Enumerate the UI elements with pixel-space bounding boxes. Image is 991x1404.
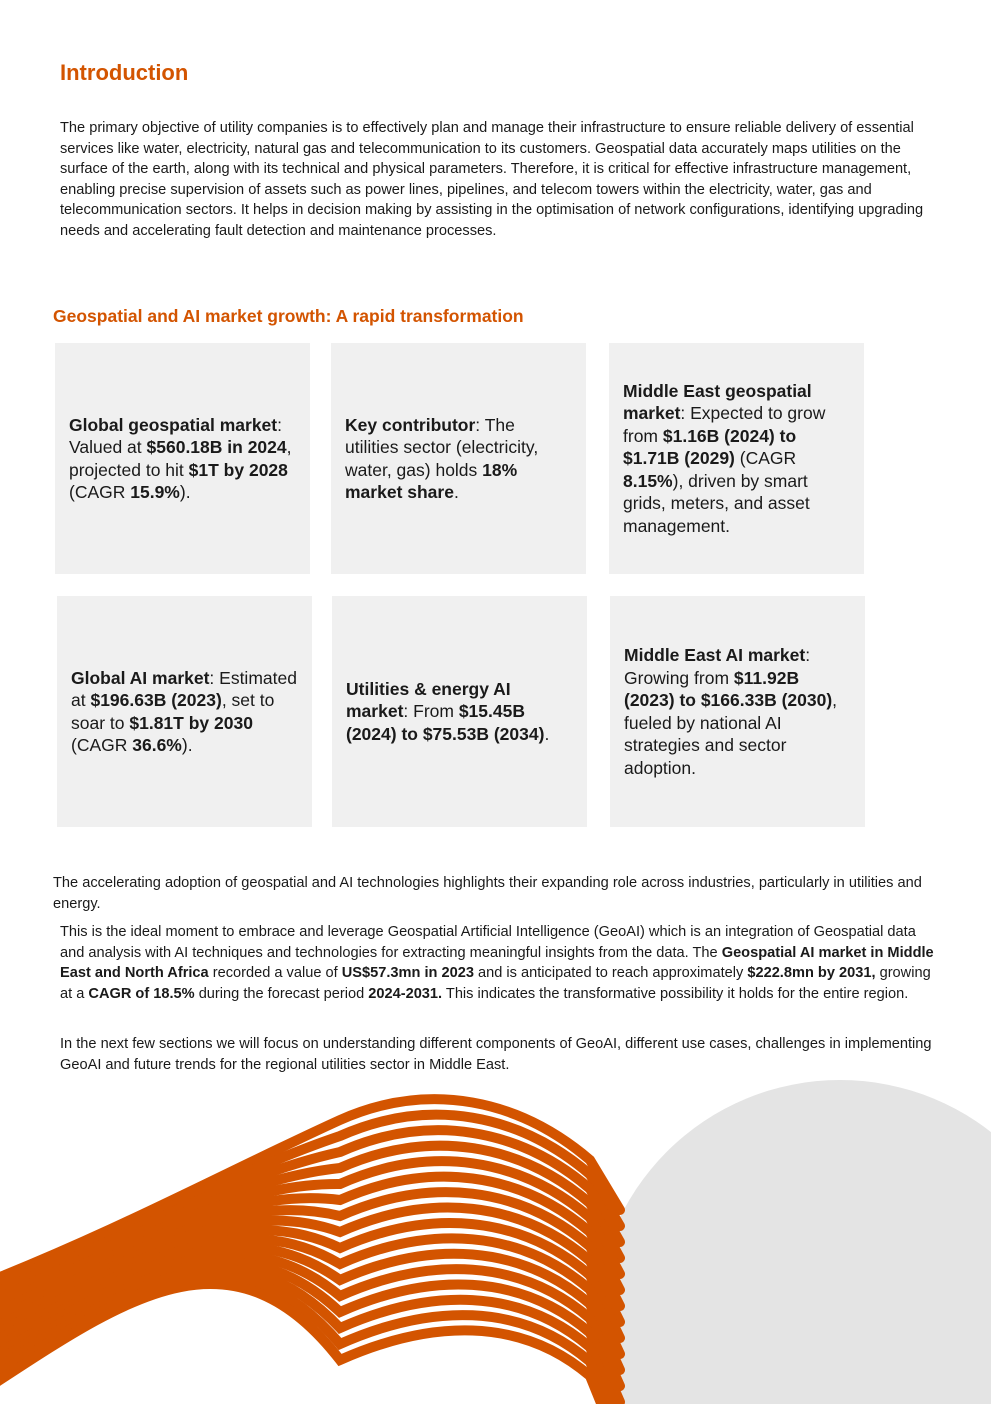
geoai-market-highlight: Geospatial AI market in Middle East and North Africa <box>60 944 934 981</box>
stat-card-highlight: $15.45B (2024) to $75.53B (2034) <box>346 701 545 744</box>
stat-card-highlight: Global geospatial market <box>69 414 278 435</box>
next-sections-paragraph: In the next few sections we will focus on understanding different components of GeoAI, different use cases, challenges in implementing GeoAI and future trends for the regional utilities sector in Middle East. <box>60 1036 932 1073</box>
stat-card-text: (CAGR <box>69 482 131 502</box>
stat-card-highlight: Middle East geospatial market <box>623 380 812 424</box>
stat-card-highlight: $1.16B (2024) to $1.71B (2029) <box>623 425 797 469</box>
geoai-market-text: recorded a value of <box>208 965 342 981</box>
stat-card-highlight: 36.6% <box>132 735 182 755</box>
stat-card-highlight: Key contributor <box>345 414 476 435</box>
stat-card-text: : Estimated at <box>71 667 297 710</box>
stat-card-text: , set to soar to <box>71 690 275 733</box>
stat-card-text: : The utilities sector (electricity, water, gas) holds <box>345 414 539 480</box>
geoai-market-highlight: $222.8mn by 2031, <box>747 965 876 981</box>
stat-card-highlight: 8.15% <box>623 470 673 491</box>
geoai-market-highlight: US$57.3mn in 2023 <box>341 965 474 981</box>
stat-card-highlight: Global AI market <box>71 667 210 688</box>
geoai-market-text: growing at a <box>60 965 931 1002</box>
intro-title: Introduction <box>60 60 189 85</box>
geoai-market-text: This indicates the transformative possibility it holds for the entire region. <box>442 985 909 1002</box>
decorative-grey-circle <box>595 1080 991 1404</box>
stat-card-text: : Expected to grow from <box>623 403 826 446</box>
geoai-market-text: during the forecast period <box>194 985 369 1002</box>
stat-card-middle-east-ai <box>610 596 865 827</box>
stat-card-key-contributor <box>331 343 586 574</box>
stat-card-highlight: $560.18B in 2024 <box>146 437 287 457</box>
stat-card-highlight: Middle East AI market <box>624 645 806 665</box>
stat-card-highlight: Utilities & energy AI market <box>346 678 511 722</box>
stat-card-text: (CAGR <box>734 448 797 469</box>
adoption-paragraph: The accelerating adoption of geospatial and AI technologies highlights their expanding role across industries, particularly in utilities and energy. <box>53 875 922 912</box>
stat-card-text: , projected to hit <box>69 437 292 480</box>
stat-card-highlight: $196.63B (2023) <box>90 690 222 710</box>
stat-card-text: (CAGR <box>71 735 133 755</box>
stat-card-utilities-energy-ai <box>332 596 587 827</box>
stat-card-text: ), driven by smart grids, meters, and asset management. <box>623 470 810 536</box>
stat-card-text: : Valued at <box>69 414 282 457</box>
stat-card-text <box>71 667 298 757</box>
stat-card-text <box>346 678 573 746</box>
stat-card-text: , fueled by national AI strategies and sector adoption. <box>624 690 838 778</box>
stat-card-text: : Growing from <box>624 645 811 688</box>
stat-card-text: ). <box>181 735 193 755</box>
stat-card-text <box>345 414 572 504</box>
stat-card-middle-east-geospatial <box>609 343 864 574</box>
decorative-wave-graphic <box>0 1080 991 1404</box>
stat-card-text: ). <box>179 482 191 502</box>
intro-paragraph: The primary objective of utility companies is to effectively plan and manage their infrastructure to ensure reliable delivery of essential services like water, electricity, natural gas and telecommunication to its customers. Geospatial data accurately maps utilities on the surface of the earth, along with its technical and physical parameters. Therefore, it is critical for effective infrastructure management, enabling precise supervision of assets such as power lines, pipelines, and telecom towers within the electricity, water, gas and telecommunication sectors. It helps in decision making by assisting in the optimisation of network configurations, identifying upgrading needs and accelerating fault detection and maintenance processes. <box>60 120 924 239</box>
stat-card-text: . <box>544 723 550 744</box>
stat-card-global-geospatial <box>55 343 310 574</box>
stat-card-text <box>69 414 296 504</box>
geoai-market-highlight: CAGR of 18.5% <box>88 985 195 1002</box>
stat-card-text: : From <box>403 701 459 722</box>
stat-card-highlight: $1T by 2028 <box>188 459 288 480</box>
geoai-market-text: This is the ideal moment to embrace and leverage Geospatial Artificial Intelligence (GeoAI) which is an integration of Geospatial data and analysis with AI techniques and technologies for extracting meaningful insights from the data. The <box>60 924 916 961</box>
stat-card-text <box>624 644 851 779</box>
stat-card-highlight: $1.81T by 2030 <box>129 712 253 733</box>
geoai-market-paragraph <box>60 922 940 1004</box>
stat-card-text <box>623 380 850 538</box>
stat-card-text: . <box>453 482 459 502</box>
stat-card-highlight: 18% market share <box>345 459 518 502</box>
geoai-market-highlight: 2024-2031. <box>368 985 443 1002</box>
stat-card-highlight: 15.9% <box>130 482 180 502</box>
geoai-market-text: and is anticipated to reach approximately <box>473 965 748 981</box>
market-section-title: Geospatial and AI market growth: A rapid transformation <box>53 306 524 326</box>
stat-card-highlight: $11.92B (2023) to $166.33B (2030) <box>624 667 833 710</box>
stat-card-global-ai <box>57 596 312 827</box>
